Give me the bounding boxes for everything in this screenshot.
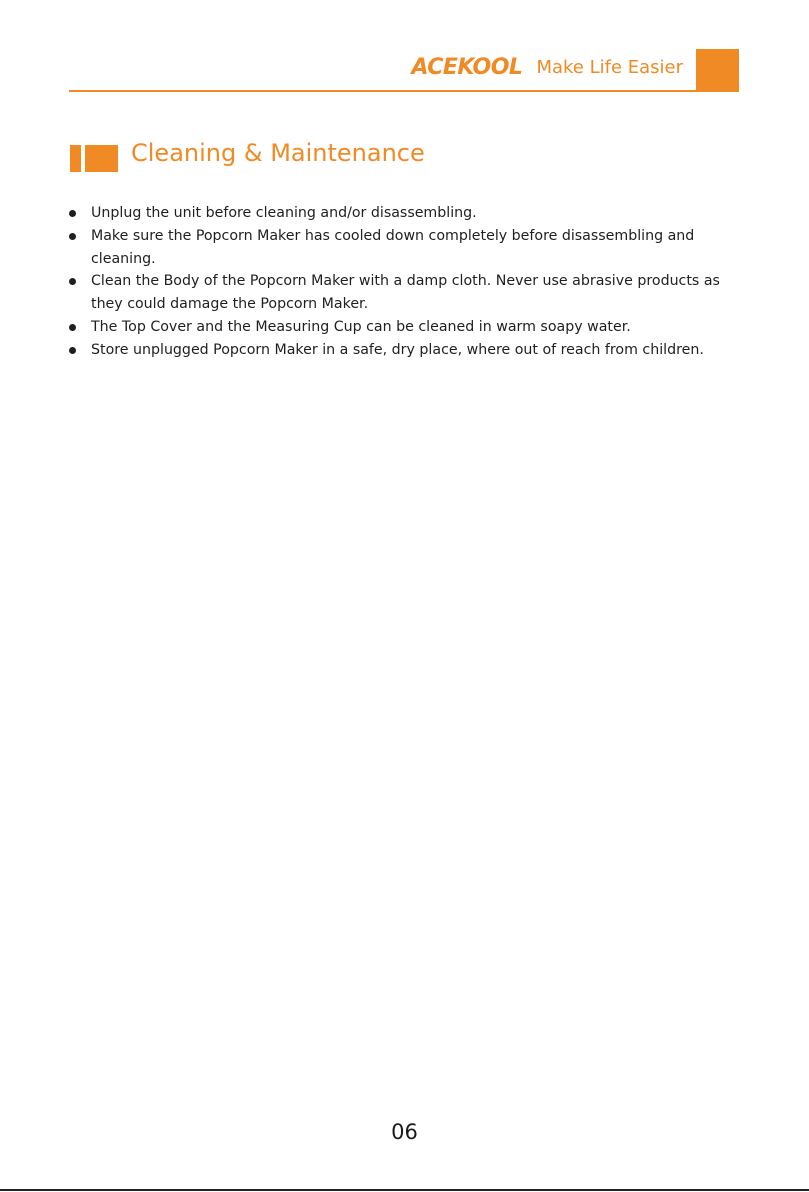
list-item-text: Clean the Body of the Popcorn Maker with a damp cloth. Never use abrasive products as they could damage the Popcorn Maker. <box>91 273 720 313</box>
page-number: 06 <box>391 1120 418 1144</box>
list-item-text: Unplug the unit before cleaning and/or disassembling. <box>91 205 477 221</box>
list-item <box>68 270 728 316</box>
header-rule <box>69 90 739 92</box>
header-corner-block <box>696 49 739 92</box>
bullet-dot-icon <box>69 347 76 354</box>
section-marker-bar-wide <box>85 145 118 172</box>
brand-header <box>411 53 683 81</box>
brand-tagline: Make Life Easier <box>536 56 683 78</box>
list-item <box>68 339 728 362</box>
bullet-dot-icon <box>69 233 76 240</box>
list-item-text: The Top Cover and the Measuring Cup can be cleaned in warm soapy water. <box>91 318 631 335</box>
section-marker-icon <box>70 145 118 172</box>
list-item <box>68 202 728 225</box>
list-item-text: Store unplugged Popcorn Maker in a safe, dry place, where out of reach from children. <box>91 341 704 358</box>
section-marker-bar-thin <box>70 145 81 172</box>
bullet-dot-icon <box>69 324 76 331</box>
brand-logo: ACEKOOL <box>411 54 523 80</box>
bullet-dot-icon <box>69 210 76 217</box>
list-item <box>68 225 728 271</box>
bullet-dot-icon <box>69 278 76 285</box>
list-item <box>68 316 728 339</box>
section-title: Cleaning & Maintenance <box>131 139 425 167</box>
bullet-list <box>68 202 728 362</box>
bottom-rule <box>0 1189 809 1191</box>
list-item-text: Make sure the Popcorn Maker has cooled down completely before disassembling and cleaning. <box>91 227 695 267</box>
